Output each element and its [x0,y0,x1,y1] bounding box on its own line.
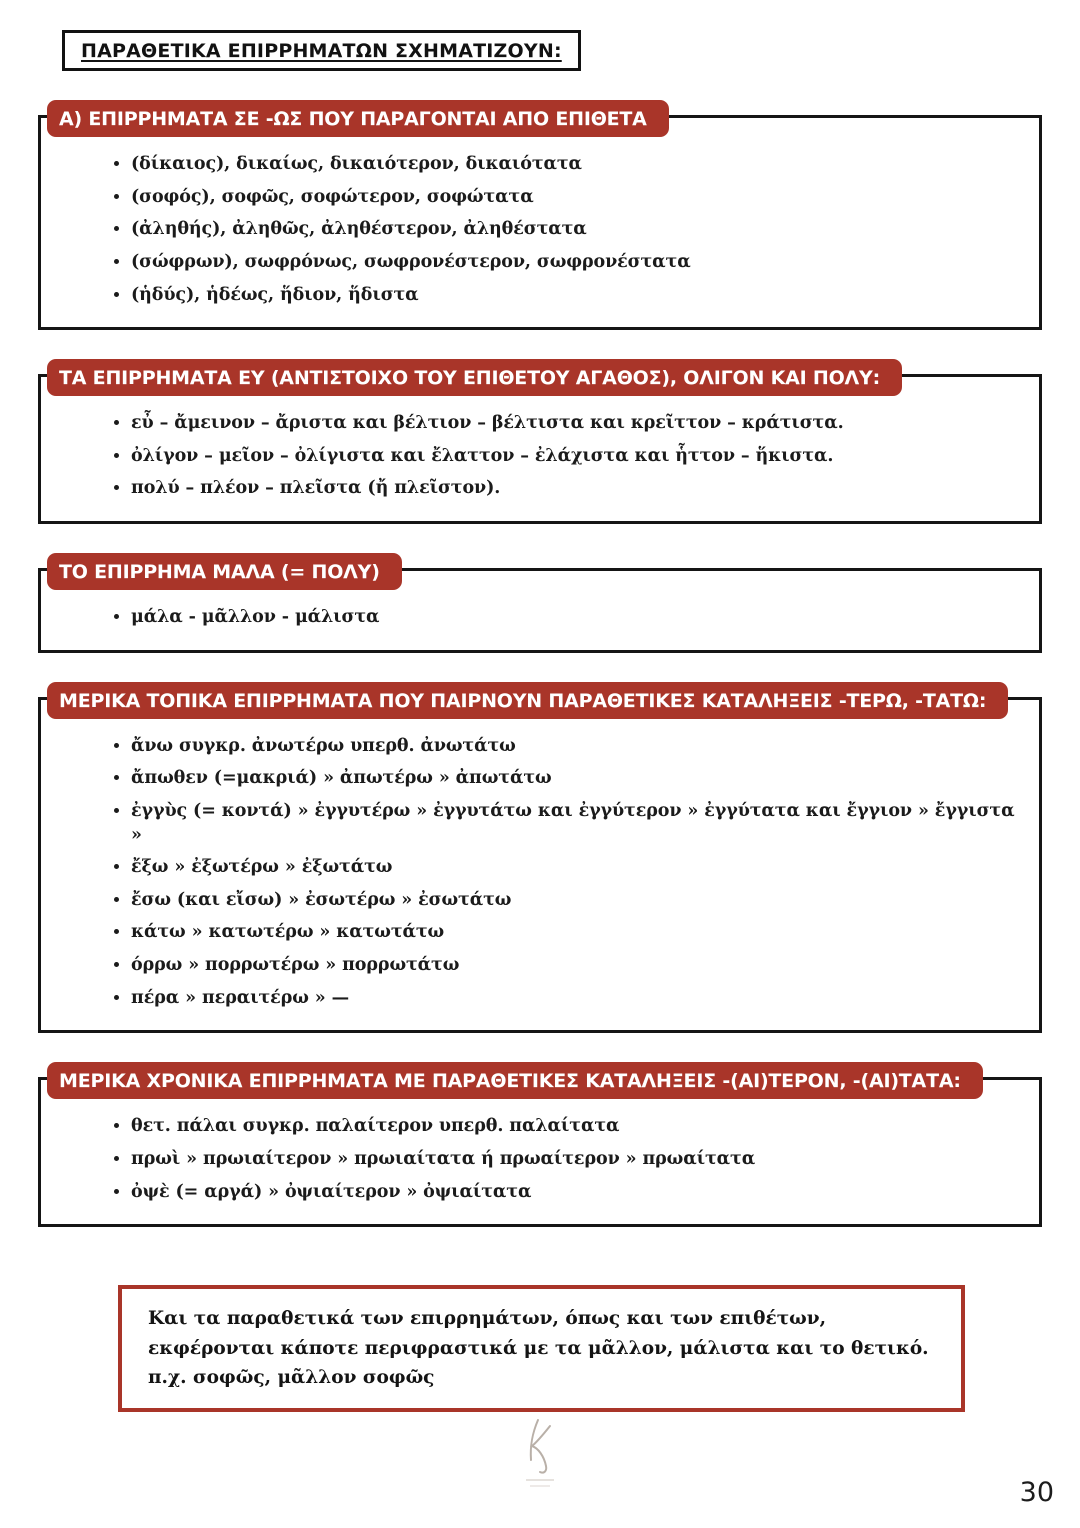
list-item: • (ἀληθής), ἀληθῶς, ἀληθέστερον, ἀληθέστατα [131,218,1021,242]
section-banner [47,359,902,396]
section-title: ΜΕΡΙΚΑ ΧΡΟΝΙΚΑ ΕΠΙΡΡΗΜΑΤΑ ΜΕ ΠΑΡΑΘΕΤΙΚΕΣ ΚΑΤΑΛΗΞΕΙΣ -(ΑΙ)ΤΕΡΟΝ, -(ΑΙ)ΤΑΤΑ: [59,1070,961,1093]
list-item: • (ἡδύς), ἡδέως, ἥδιον, ἥδιστα [131,284,1021,308]
list-item: • πέρα » περαιτέρω » — [131,987,1021,1011]
list-item: • ὀλίγον – μεῖον – ὀλίγιστα και ἔλαττον – ἐλάχιστα και ἧττον – ἥκιστα. [131,445,1021,469]
section-banner [47,682,1008,719]
bullet-list [67,412,1021,501]
section-title: ΤΑ ΕΠΙΡΡΗΜΑΤΑ ΕΥ (ΑΝΤΙΣΤΟΙΧΟ ΤΟΥ ΕΠΙΘΕΤΟΥ ΑΓΑΘΟΣ), ΟΛΙΓΟΝ ΚΑΙ ΠΟΛΥ: [59,367,881,390]
section-temporal-adverbs [38,1070,1042,1227]
list-item: • (δίκαιος), δικαίως, δικαιότερον, δικαιότατα [131,153,1021,177]
section-banner [47,553,402,590]
list-item: • κάτω » κατωτέρω » κατωτάτω [131,921,1021,945]
list-item: • μάλα - μᾶλλον - μάλιστα [131,606,1021,630]
bullet-list [67,606,1021,630]
list-item: • πρωὶ » πρωιαίτερον » πρωιαίτατα ή πρωαίτερον » πρωαίτατα [131,1148,1021,1172]
section-adverbs-in-os [38,108,1042,330]
list-item: • ἐγγὺς (= κοντά) » ἐγγυτέρω » ἐγγυτάτω και ἐγγύτερον » ἐγγύτατα και ἔγγιον » ἔγγιστα » [131,800,1021,847]
list-item: • πολύ – πλέον – πλεῖστα (ἤ πλεῖστον). [131,477,1021,501]
list-item: • ὀψὲ (= αργά) » ὀψιαίτερον » ὀψιαίτατα [131,1181,1021,1205]
list-item: • ἔξω » ἐξωτέρω » ἐξωτάτω [131,856,1021,880]
section-title: ΜΕΡΙΚΑ ΤΟΠΙΚΑ ΕΠΙΡΡΗΜΑΤΑ ΠΟΥ ΠΑΙΡΝΟΥΝ ΠΑΡΑΘΕΤΙΚΕΣ ΚΑΤΑΛΗΞΕΙΣ -ΤΕΡΩ, -ΤΑΤΩ: [59,689,987,712]
list-item: • (σοφός), σοφῶς, σοφώτερον, σοφώτατα [131,186,1021,210]
note-text: Και τα παραθετικά των επιρρημάτων, όπως και των επιθέτων, εκφέρονται κάποτε περιφραστικά με τα μᾶλλον, μάλιστα και το θετικό. π.χ. σοφῶς, μᾶλλον σοφῶς [148,1308,929,1389]
page-title-box [62,30,581,71]
bullet-list [67,1115,1021,1204]
page-number: 30 [1019,1477,1054,1508]
note-box [118,1285,965,1412]
signature-monogram-icon [516,1416,564,1498]
list-item: • ἔσω (και εἴσω) » ἐσωτέρω » ἐσωτάτω [131,889,1021,913]
list-item: • (σώφρων), σωφρόνως, σωφρονέστερον, σωφρονέστατα [131,251,1021,275]
section-title: Α) ΕΠΙΡΡΗΜΑΤΑ ΣΕ -ΩΣ ΠΟΥ ΠΑΡΑΓΟΝΤΑΙ ΑΠΟ ΕΠΙΘΕΤΑ [59,108,647,130]
list-item: • ἄνω συγκρ. ἀνωτέρω υπερθ. ἀνωτάτω [131,735,1021,759]
bullet-list [67,735,1021,1011]
section-banner [47,1062,983,1099]
list-item: • θετ. πάλαι συγκρ. παλαίτερον υπερθ. παλαίτατα [131,1115,1021,1139]
section-banner [47,100,669,137]
section-local-adverbs [38,689,1042,1034]
section-adverbs-eu-oligon-poly [38,367,1042,524]
list-item: • όρρω » πορρωτέρω » πορρωτάτω [131,954,1021,978]
section-adverb-mala [38,561,1042,653]
list-item: • ἄπωθεν (=μακριά) » ἀπωτέρω » ἀπωτάτω [131,767,1021,791]
list-item: • εὖ – ἄμεινον – ἄριστα και βέλτιον – βέλτιστα και κρεῖττον – κράτιστα. [131,412,1021,436]
bullet-list [67,153,1021,307]
section-title: ΤΟ ΕΠΙΡΡΗΜΑ ΜΑΛΑ (= ΠΟΛΥ) [59,561,380,583]
page-title: ΠΑΡΑΘΕΤΙΚΑ ΕΠΙΡΡΗΜΑΤΩΝ ΣΧΗΜΑΤΙΖΟΥΝ: [81,40,562,62]
